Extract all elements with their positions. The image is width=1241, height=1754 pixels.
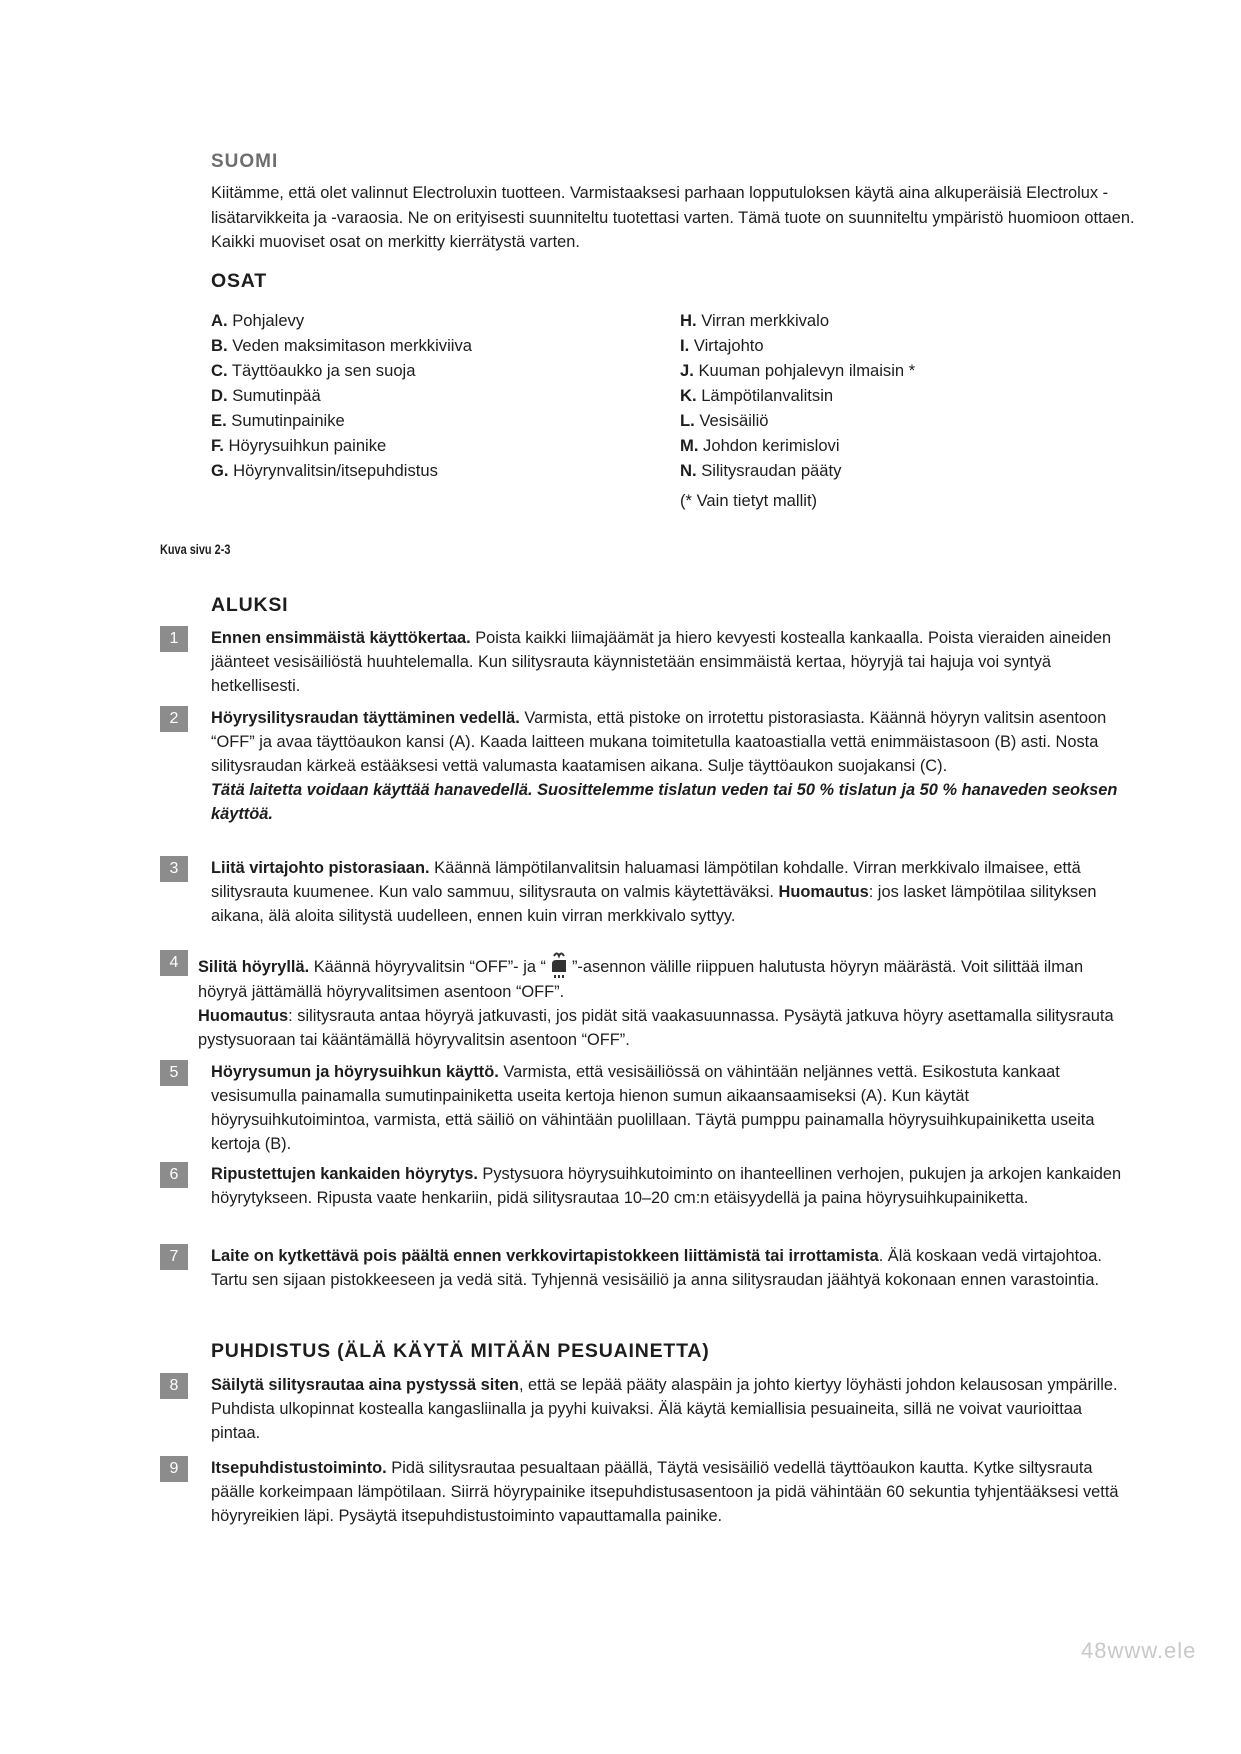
step-4-text: Silitä höyryllä. Käännä höyryvalitsin “OFF”- ja “ ”-asennon välille riippuen halutusta höyryn määrästä. Voit silittää ilman höyryä jättämällä höyryvalitsimen asentoon “OFF”. Huomautus: silitysrauta antaa höyryä jatkuvasti, jos pidät sitä vaakasuunnassa. Pysäytä jatkuva höyry asettamalla silitysrauta pystysuoraan tai kääntämällä höyryvalitsin asentoon “OFF”. <box>198 950 1133 1052</box>
step-number-badge: 8 <box>160 1373 188 1399</box>
part-item: G. Höyrynvalitsin/itsepuhdistus <box>211 461 438 480</box>
start-section-title: ALUKSI <box>211 594 289 616</box>
part-item: A. Pohjalevy <box>211 311 305 330</box>
parts-list-left <box>211 308 472 483</box>
step-5-text: Höyrysumun ja höyrysuihkun käyttö. Varmista, että vesisäiliössä on vähintään neljännes vettä. Esikostuta kankaat vesisumulla painamalla sumutinpainiketta useita kertoja hienon sumun aikaansaamiseksi (A). Kun käytät höyrysuihkutoimintoa, varmista, että säiliö on vähintään puolillaan. Täytä pumppu painamalla höyrysuihkupainiketta useita kertoja (B). <box>211 1063 1095 1153</box>
figure-caption: Kuva sivu 2-3 <box>160 541 231 557</box>
part-item: B. Veden maksimitason merkkiviiva <box>211 336 472 355</box>
parts-title: OSAT <box>211 270 267 292</box>
step-3-text: Liitä virtajohto pistorasiaan. Käännä lämpötilanvalitsin haluamasi lämpötilan kohdalle. Virran merkkivalo ilmaisee, että silitysrauta kuumenee. Kun valo sammuu, silitysrauta on valmis käytettäväksi. Huomautus: jos lasket lämpötilaa silityksen aikana, älä aloita silitystä uudelleen, ennen kuin virran merkkivalo syttyy. <box>211 859 1097 925</box>
parts-footnote: (* Vain tietyt mallit) <box>680 491 818 510</box>
step-number-badge: 5 <box>160 1060 188 1086</box>
intro-paragraph: Kiitämme, että olet valinnut Electroluxin tuotteen. Varmistaaksesi parhaan lopputuloksen käytä aina alkuperäisiä Electrolux -lisätarvikkeita ja -varaosia. Ne on erityisesti suunniteltu tuotettasi varten. Tämä tuote on suunniteltu ympäristö huomioon ottaen. Kaikki muoviset osat on merkitty kierrätystä varten. <box>211 184 1135 251</box>
step-number-badge: 2 <box>160 706 188 732</box>
step-number-badge: 7 <box>160 1244 188 1270</box>
part-item: M. Johdon kerimislovi <box>680 436 840 455</box>
part-item: I. Virtajohto <box>680 336 764 355</box>
part-item: E. Sumutinpainike <box>211 411 345 430</box>
part-item: J. Kuuman pohjalevyn ilmaisin * <box>680 361 916 380</box>
step-6-text: Ripustettujen kankaiden höyrytys. Pystysuora höyrysuihkutoiminto on ihanteellinen verhojen, pukujen ja arkojen kankaiden höyrytykseen. Ripusta vaate henkariin, pidä silitysrautaa 10–20 cm:n etäisyydellä ja paina höyrysuihkupainiketta. <box>211 1165 1122 1207</box>
step-2-text: Höyrysilitysraudan täyttäminen vedellä. Varmista, että pistoke on irrotettu pistorasiasta. Käännä höyryn valitsin asentoon “OFF” ja avaa täyttöaukon kansi (A). Kaada laitteen mukana toimitetulla kaatoastialla vettä enimmäistasoon (B) asti. Nosta silitysraudan kärkeä estääksesi vettä valumasta kaatamisen aikana. Sulje täyttöaukon suojakansi (C). Tätä laitetta voidaan käyttää hanavedellä. Suosittelemme tislatun veden tai 50 % tislatun ja 50 % hanaveden seoksen käyttöä. <box>211 709 1118 823</box>
step-number-badge: 4 <box>160 950 188 976</box>
step-7-text: Laite on kytkettävä pois päältä ennen verkkovirtapistokkeen liittämistä tai irrottamista. Älä koskaan vedä virtajohtoa. Tartu sen sijaan pistokkeeseen ja vedä sitä. Tyhjennä vesisäiliö ja anna silitysraudan jäähtyä kokonaan ennen varastointia. <box>211 1247 1102 1289</box>
cleaning-section-title: PUHDISTUS (ÄLÄ KÄYTÄ MITÄÄN PESUAINETTA) <box>211 1340 710 1362</box>
step-1-text: Ennen ensimmäistä käyttökertaa. Poista kaikki liimajäämät ja hiero kevyesti kostealla kankaalla. Poista vieraiden aineiden jäänteet vesisäiliöstä huuhtelemalla. Kun silitysrauta käynnistetään ensimmäistä kertaa, höyryjä tai hajuja voi syntyä hetkellisesti. <box>211 629 1112 695</box>
page-number-watermark: 48www.ele <box>1081 1638 1197 1663</box>
step-number-badge: 6 <box>160 1162 188 1188</box>
step-number-badge: 9 <box>160 1456 188 1482</box>
part-item: L. Vesisäiliö <box>680 411 769 430</box>
step-number-badge: 3 <box>160 856 188 882</box>
part-item: N. Silitysraudan pääty <box>680 461 842 480</box>
part-item: K. Lämpötilanvalitsin <box>680 386 834 405</box>
part-item: F. Höyrysuihkun painike <box>211 436 387 455</box>
part-item: C. Täyttöaukko ja sen suoja <box>211 361 416 380</box>
step-8-text: Säilytä silitysrautaa aina pystyssä siten, että se lepää pääty alaspäin ja johto kiertyy löyhästi johdon kelausosan ympärille. Puhdista ulkopinnat kostealla kangasliinalla ja pyyhi kuivaksi. Älä käytä kemiallisia pesuaineita, sillä ne voivat vaurioittaa pintaa. <box>211 1376 1118 1442</box>
step-9-text: Itsepuhdistustoiminto. Pidä silitysrautaa pesualtaan päällä, Täytä vesisäiliö vedellä täyttöaukon kautta. Kytke siltysrauta päälle korkeimpaan lämpötilaan. Siirrä höyrypainike itsepuhdistusasentoon ja pidä vähintään 60 sekuntia tyhjentääksesi vettä höyryreikien läpi. Pysäytä itsepuhdistustoiminto vapauttamalla painike. <box>211 1459 1119 1525</box>
steam-icon <box>548 950 570 980</box>
parts-list-right <box>680 308 915 483</box>
part-item: D. Sumutinpää <box>211 386 321 405</box>
step-number-badge: 1 <box>160 626 188 652</box>
part-item: H. Virran merkkivalo <box>680 311 830 330</box>
language-title: SUOMI <box>211 151 279 172</box>
